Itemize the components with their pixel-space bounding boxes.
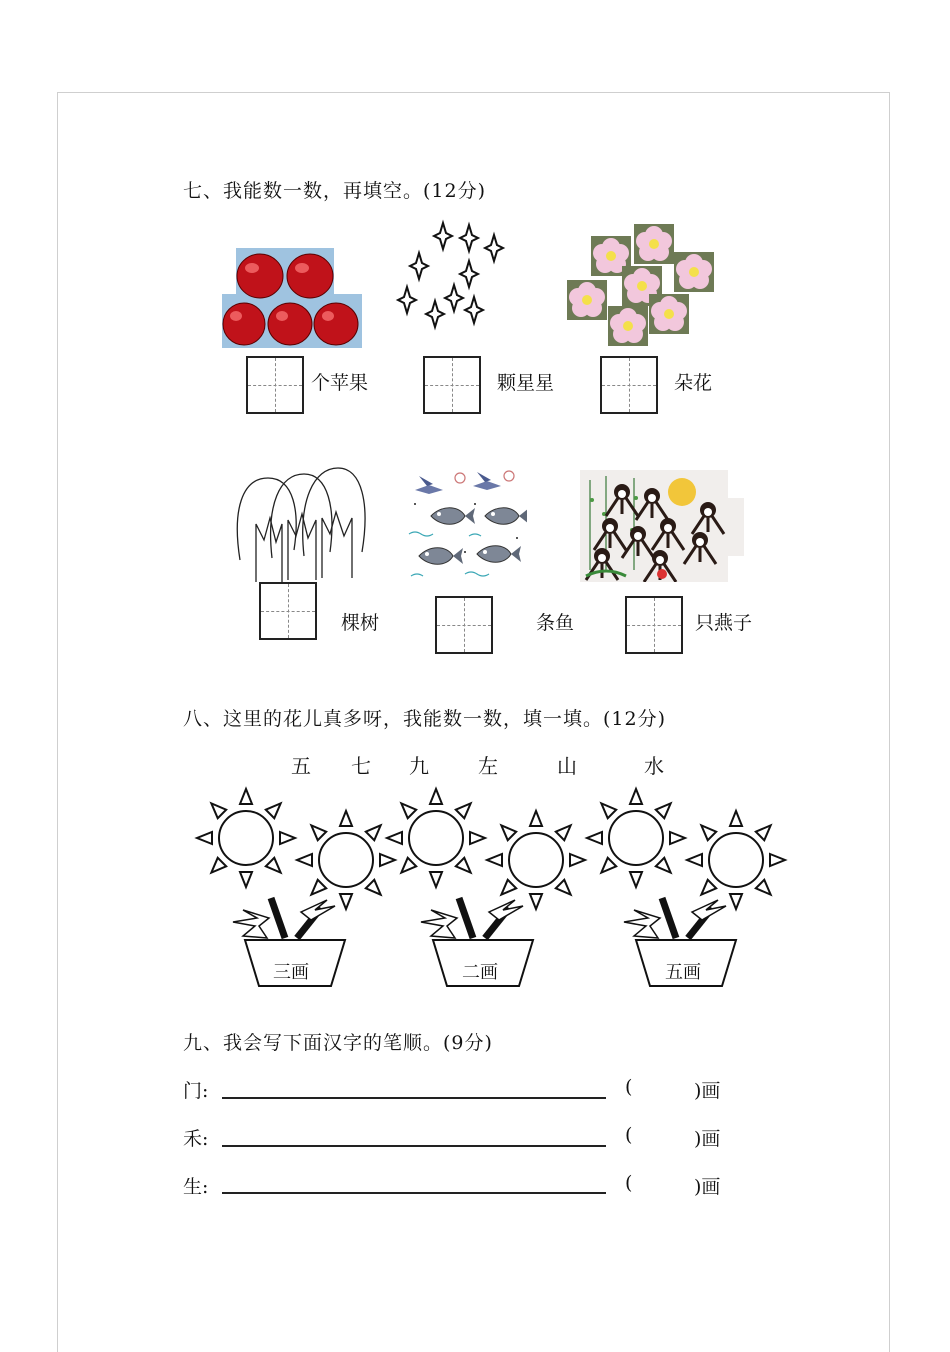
word-2: 七	[351, 754, 371, 778]
unit-label-stars: 颗星星	[497, 372, 555, 394]
stroke-char-1: 门:	[183, 1080, 209, 1102]
stroke-count-close-2: )画	[694, 1128, 721, 1150]
word-1: 五	[291, 754, 311, 778]
stroke-char-2: 禾:	[183, 1128, 209, 1150]
answer-box-fish[interactable]	[435, 596, 493, 654]
unit-label-swallows: 只燕子	[695, 612, 753, 634]
stroke-order-line-1[interactable]	[222, 1097, 606, 1099]
unit-label-flowers: 朵花	[674, 372, 713, 394]
answer-box-swallows[interactable]	[625, 596, 683, 654]
unit-label-fish: 条鱼	[536, 612, 575, 634]
stroke-char-3: 生:	[183, 1176, 209, 1198]
stroke-order-line-3[interactable]	[222, 1192, 606, 1194]
tree-picture	[234, 460, 368, 584]
q8-heading: 八、这里的花儿真多呀，我能数一数，填一填。(12分)	[183, 708, 667, 730]
word-6: 水	[644, 754, 664, 778]
word-5: 山	[557, 754, 577, 778]
q9-heading: 九、我会写下面汉字的笔顺。(9分)	[183, 1032, 493, 1054]
stroke-count-open-2: (	[625, 1124, 633, 1146]
stroke-count-close-1: )画	[694, 1080, 721, 1102]
pot-label-3: 五画	[665, 962, 701, 983]
fish-picture	[405, 464, 527, 584]
unit-label-apples: 个苹果	[311, 372, 369, 394]
stroke-count-close-3: )画	[694, 1176, 721, 1198]
stroke-count-open-1: (	[625, 1076, 633, 1098]
flower-picture	[566, 224, 716, 348]
answer-box-stars[interactable]	[423, 356, 481, 414]
answer-box-trees[interactable]	[259, 582, 317, 640]
word-4: 左	[478, 754, 498, 778]
unit-label-trees: 棵树	[341, 612, 380, 634]
stroke-count-open-3: (	[625, 1172, 633, 1194]
answer-box-apples[interactable]	[246, 356, 304, 414]
q7-heading: 七、我能数一数，再填空。(12分)	[183, 180, 487, 202]
answer-box-flowers[interactable]	[600, 356, 658, 414]
stroke-order-line-2[interactable]	[222, 1145, 606, 1147]
word-3: 九	[409, 754, 429, 778]
swallow-picture	[580, 470, 744, 582]
apple-picture	[222, 246, 362, 348]
star-picture	[395, 218, 507, 334]
pot-label-1: 三画	[273, 962, 309, 983]
pot-label-2: 二画	[462, 962, 498, 983]
